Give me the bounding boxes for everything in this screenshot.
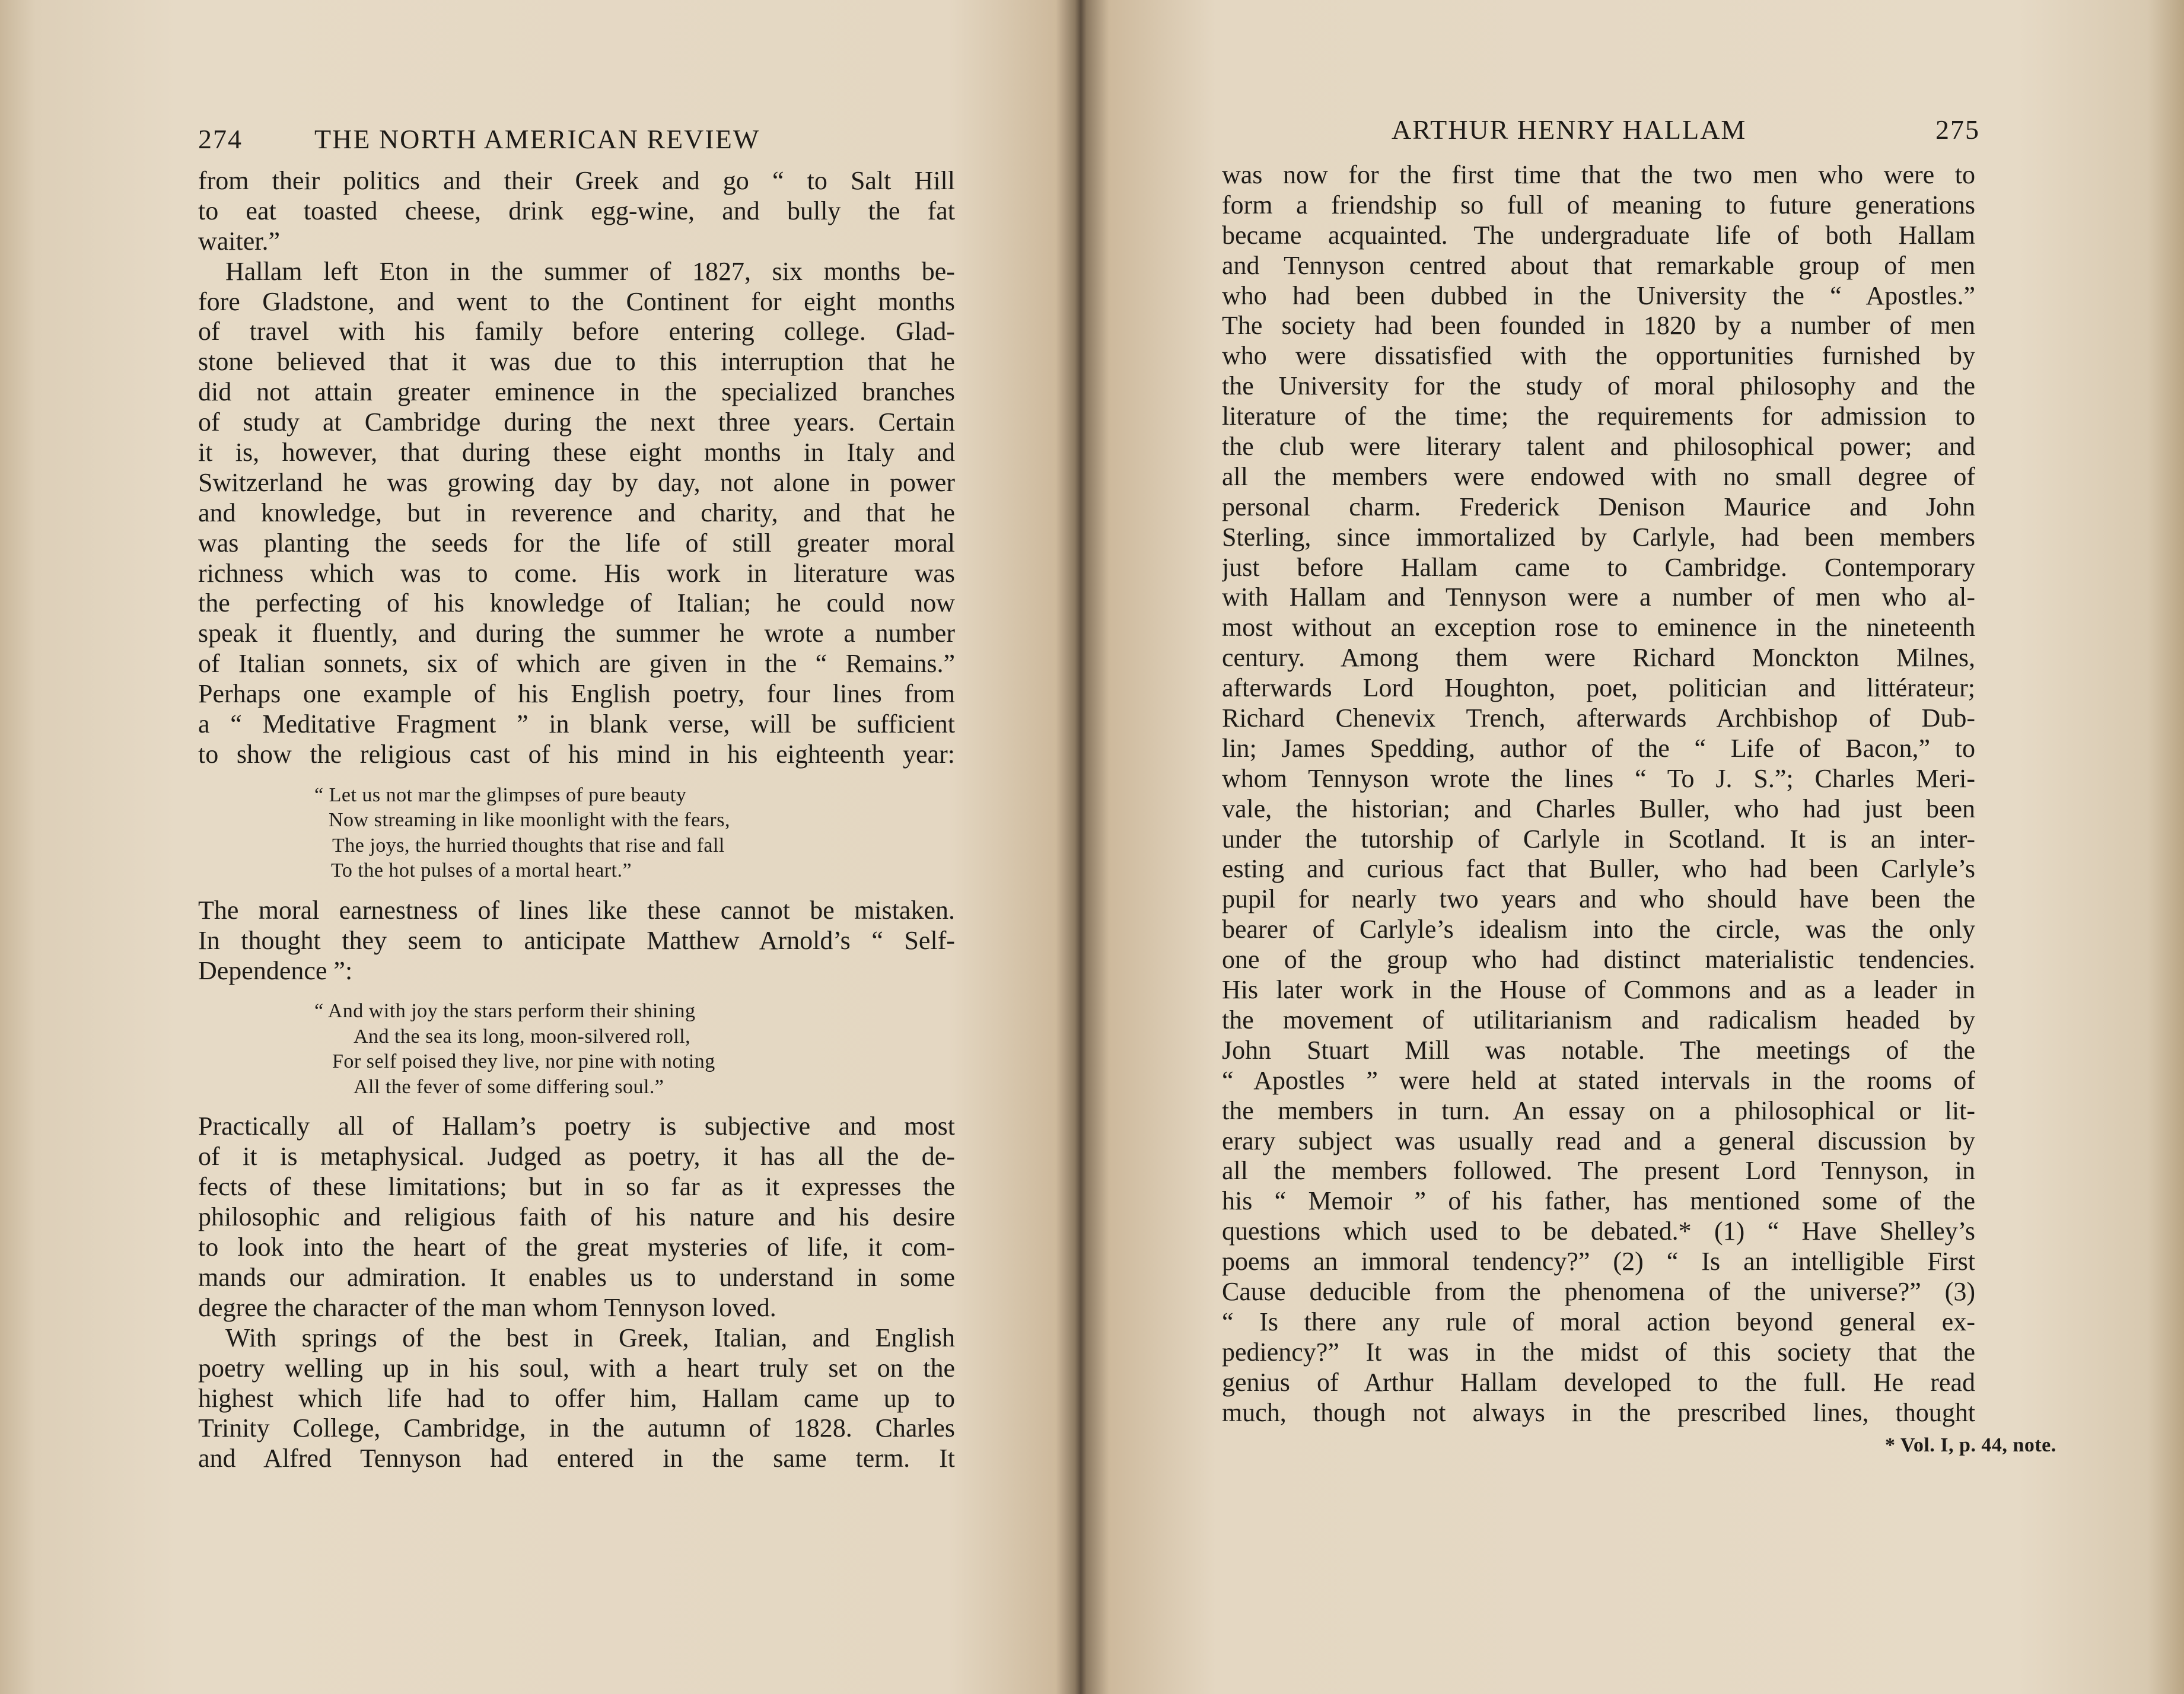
text-line: much, though not always in the prescribed lines, thought [1222,1397,1975,1427]
text-line: with Hallam and Tennyson were a number of men who al- [1222,582,1975,612]
text-line: richness which was to come. His work in literature was [198,558,955,588]
text-line: Dependence ”: [198,956,353,985]
text-line: Sterling, since immortalized by Carlyle, had been members [1222,522,1975,552]
body-text [1222,160,1975,1428]
text-line: poems an immoral tendency?” (2) “ Is an intelligible First [1222,1247,1975,1276]
text-line: “ Apostles ” were held at stated intervals in the rooms of [1222,1065,1975,1095]
text-line: of Italian sonnets, six of which are given in the “ Remains.” [198,649,955,679]
text-line: lin; James Spedding, author of the “ Life of Bacon,” to [1222,733,1975,763]
text-line: and knowledge, but in reverence and charity, and that he [198,498,955,527]
text-line: of study at Cambridge during the next three years. Certain [198,407,955,437]
text-line: did not attain greater eminence in the specialized branches [198,377,955,407]
text-line: questions which used to be debated.* (1) “ Have Shelley’s [1222,1217,1975,1246]
text-line: of it is metaphysical. Judged as poetry, it has all the de- [198,1142,955,1171]
text-line: of travel with his family before entering college. Glad- [198,317,955,346]
text-line: In thought they seem to anticipate Matthew Arnold’s “ Self- [198,925,955,955]
verse-line: The joys, the hurried thoughts that rise and fall [332,834,725,856]
text-line: pupil for nearly two years and who should have been the [1222,884,1975,914]
text-line: century. Among them were Richard Monckton Milnes, [1222,643,1975,673]
running-title: THE NORTH AMERICAN REVIEW [314,124,760,154]
text-line: a “ Meditative Fragment ” in blank verse, will be sufficient [198,709,955,739]
body-text [198,166,955,1474]
text-line: just before Hallam came to Cambridge. Contemporary [1222,552,1975,582]
text-line: Cause deducible from the phenomena of the universe?” (3) [1222,1276,1975,1306]
text-line: became acquainted. The undergraduate life of both Hallam [1222,220,1975,250]
text-line: Richard Chenevix Trench, afterwards Archbishop of Dub- [1222,703,1975,733]
text-line: Hallam left Eton in the summer of 1827, six months be- [225,256,955,286]
text-line: to eat toasted cheese, drink egg-wine, and bully the fat [198,196,955,225]
text-line: and Tennyson centred about that remarkable group of men [1222,250,1975,280]
text-line: fore Gladstone, and went to the Continent for eight months [198,286,955,316]
text-line: Trinity College, Cambridge, in the autumn of 1828. Charles [198,1413,955,1443]
text-line: one of the group who had distinct materialistic tendencies. [1222,945,1975,975]
verse-quotation [198,783,955,884]
text-line: the members in turn. An essay on a philosophical or lit- [1222,1096,1975,1125]
running-title: ARTHUR HENRY HALLAM [1392,114,1747,145]
verse-line: Now streaming in like moonlight with the fears, [329,809,730,832]
text-line: erary subject was usually read and a general discussion by [1222,1126,1975,1155]
text-line: poetry welling up in his soul, with a heart truly set on the [198,1353,955,1383]
text-line: who had been dubbed in the University the “ Apostles.” [1222,281,1975,310]
text-line: literature of the time; the requirements for admission to [1222,402,1975,431]
text-line: the club were literary talent and philosophical power; and [1222,432,1975,461]
text-line: all the members followed. The present Lord Tennyson, in [1222,1156,1975,1186]
text-line: John Stuart Mill was notable. The meetings of the [1222,1035,1975,1065]
text-line: “ Is there any rule of moral action beyond general ex- [1222,1307,1975,1336]
text-line: stone believed that it was due to this interruption that he [198,347,955,377]
text-line: and Alfred Tennyson had entered in the same term. It [198,1444,955,1473]
text-line: to look into the heart of the great mysteries of life, it com- [198,1233,955,1262]
text-line: the perfecting of his knowledge of Italian; he could now [198,588,955,618]
text-line: With springs of the best in Greek, Italian, and English [225,1323,955,1352]
text-line: waiter.” [198,226,281,256]
text-line: Perhaps one example of his English poetry, four lines from [198,679,955,709]
text-line: afterwards Lord Houghton, poet, politician and littérateur; [1222,673,1975,703]
verse-line: “ And with joy the stars perform their shining [314,1000,696,1023]
text-line: form a friendship so full of meaning to future generations [1222,190,1975,219]
text-line: Practically all of Hallam’s poetry is subjective and most [198,1112,955,1141]
text-line: was planting the seeds for the life of still greater moral [198,528,955,558]
text-line: was now for the first time that the two men who were to [1222,160,1975,189]
page-number: 274 [198,124,243,154]
text-line: who were dissatisfied with the opportunities furnished by [1222,341,1975,371]
verse-line: All the fever of some differing soul.” [354,1075,664,1098]
right-page [1087,0,2184,1694]
verse-line: And the sea its long, moon-silvered roll, [354,1025,691,1047]
text-line: fects of these limitations; but in so far as it expresses the [198,1172,955,1202]
text-line: The society had been founded in 1820 by a number of men [1222,311,1975,340]
text-line: personal charm. Frederick Denison Maurice and John [1222,492,1975,521]
text-line: philosophic and religious faith of his nature and his desire [198,1202,955,1232]
text-line: the movement of utilitarianism and radicalism headed by [1222,1005,1975,1034]
text-line: to show the religious cast of his mind in his eighteenth year: [198,739,955,769]
text-line: all the members were endowed with no small degree of [1222,461,1975,491]
text-line: highest which life had to offer him, Hallam came up to [198,1383,955,1413]
verse-line: To the hot pulses of a mortal heart.” [331,859,632,882]
verse-line: “ Let us not mar the glimpses of pure beauty [314,784,687,806]
text-line: his “ Memoir ” of his father, has mentioned some of the [1222,1186,1975,1216]
text-line: esting and curious fact that Buller, who had been Carlyle’s [1222,854,1975,884]
text-line: bearer of Carlyle’s idealism into the circle, was the only [1222,915,1975,944]
text-line: The moral earnestness of lines like these cannot be mistaken. [198,895,955,925]
left-page [0,0,1074,1694]
text-line: degree the character of the man whom Tennyson loved. [198,1292,776,1322]
verse-line: For self poised they live, nor pine with noting [332,1050,715,1073]
text-line: genius of Arthur Hallam developed to the full. He read [1222,1367,1975,1397]
text-line: His later work in the House of Commons and as a leader in [1222,975,1975,1005]
text-line: vale, the historian; and Charles Buller, who had just been [1222,794,1975,823]
verse-quotation [198,999,955,1100]
text-line: pediency?” It was in the midst of this society that the [1222,1337,1975,1367]
text-line: under the tutorship of Carlyle in Scotland. It is an inter- [1222,824,1975,854]
footnote: * Vol. I, p. 44, note. [1885,1434,2056,1456]
text-line: Switzerland he was growing day by day, not alone in power [198,467,955,497]
text-line: it is, however, that during these eight months in Italy and [198,438,955,467]
text-line: mands our admiration. It enables us to understand in some [198,1262,955,1292]
text-line: whom Tennyson wrote the lines “ To J. S.”; Charles Meri- [1222,763,1975,793]
text-line: from their politics and their Greek and go “ to Salt Hill [198,166,955,195]
text-line: speak it fluently, and during the summer he wrote a number [198,619,955,648]
page-number: 275 [1935,114,1980,145]
text-line: most without an exception rose to eminence in the nineteenth [1222,613,1975,642]
text-line: the University for the study of moral philosophy and the [1222,371,1975,401]
